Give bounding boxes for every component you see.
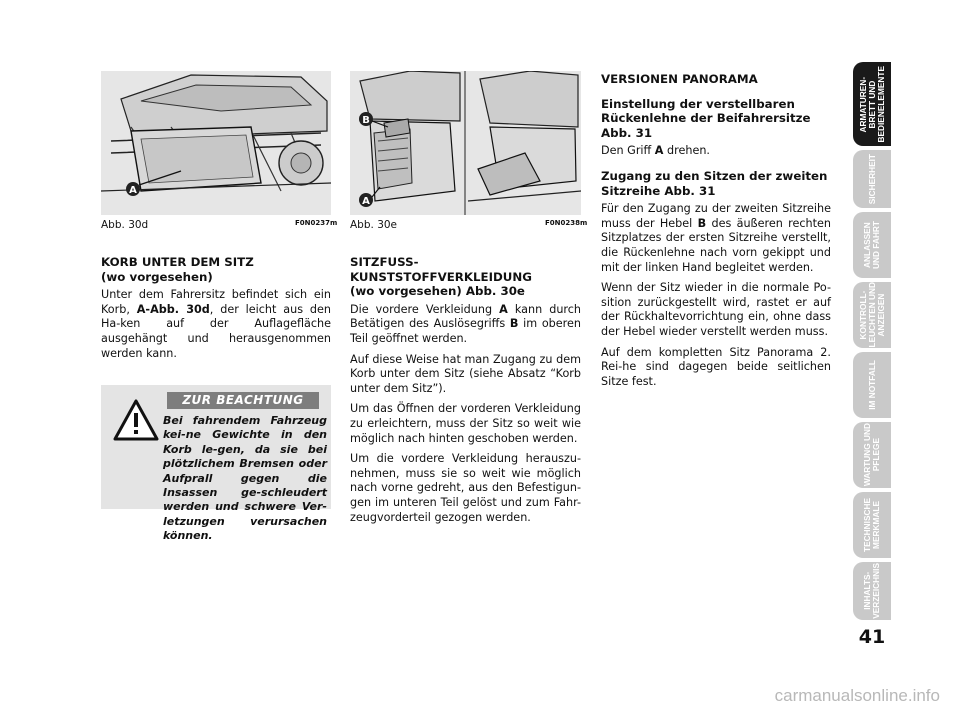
paragraph-verkleidung-1: Die vordere Verkleidung A kann durch Betätigen des Auslösegriffs B im oberen Teil geöffnet werden. xyxy=(350,302,582,345)
tab-im-notfall[interactable]: IM NOTFALL xyxy=(853,352,891,418)
figure-30e xyxy=(350,71,581,215)
figure-30d-label-a: A xyxy=(129,185,137,196)
figure-30e-caption: Abb. 30e xyxy=(350,219,398,231)
page-number: 41 xyxy=(858,626,886,648)
warning-label: ZUR BEACHTUNG xyxy=(167,392,319,409)
figure-30e-illustration xyxy=(350,71,581,215)
figure-30e-label-a: A xyxy=(362,196,370,207)
paragraph-zugang: Für den Zugang zu der zweiten Sitzreihe muss der Hebel B des äußeren rechten Sitzplatzes der ersten Sitzreihe verstellt, die Rückenlehne nach vorn gekippt und mit der linken Hand begleitet werden. xyxy=(601,202,831,274)
column-panorama xyxy=(601,72,831,395)
tab-armaturenbrett[interactable]: ARMATUREN- BRETT UND BEDIENELEMENTE xyxy=(853,62,891,146)
tab-sicherheit[interactable]: SICHERHEIT xyxy=(853,150,891,208)
warning-box xyxy=(101,385,331,543)
tab-anlassen[interactable]: ANLASSEN UND FAHRT xyxy=(853,212,891,278)
figure-30d-illustration xyxy=(101,71,331,215)
heading-zugang: Zugang zu den Sitzen der zweiten Sitzreihe Abb. 31 xyxy=(601,168,828,198)
warning-text: Bei fahrendem Fahrzeug kei-ne Gewichte in den Korb le-gen, da sie bei plötzlichem Bremsen oder Aufprall gegen die Insassen ge-schleudert werden und schwere Ver-letzungen verursachen können. xyxy=(163,414,327,543)
paragraph-verkleidung-3: Um das Öffnen der vorderen Verkleidung zu erleichtern, muss der Sitz so weit wie möglich nach hinten geschoben werden. xyxy=(350,402,581,445)
figure-30d xyxy=(101,71,331,215)
tab-technische-merkmale[interactable]: TECHNISCHE MERKMALE xyxy=(853,492,891,558)
heading-panorama: VERSIONEN PANORAMA xyxy=(601,72,758,86)
paragraph-panorama-2: Auf dem kompletten Sitz Panorama 2. Rei-he sind dagegen beide seitlichen Sitze fest. xyxy=(601,345,831,388)
tab-inhaltsverzeichnis[interactable]: INHALTS- VERZEICHNIS xyxy=(853,562,891,620)
column-korb xyxy=(101,255,331,367)
paragraph-verkleidung-2: Auf diese Weise hat man Zugang zu dem Korb unter dem Sitz (siehe Absatz “Korb unter dem Sitz”). xyxy=(350,352,581,395)
figure-30d-caption: Abb. 30d xyxy=(101,219,149,231)
tab-kontrollleuchten[interactable]: KONTROLL- LEUCHTEN UND ANZEIGEN xyxy=(853,282,891,348)
paragraph-rueckstellung: Wenn der Sitz wieder in die normale Po-sition zurückgestellt wird, rastet er auf der Rückhaltevorrichtung ein, ohne dass der Hebel wieder verstellt werden muss. xyxy=(601,281,831,338)
heading-korb-sub: (wo vorgesehen) xyxy=(101,269,213,284)
paragraph-griff: Den Griff A drehen. xyxy=(601,144,710,158)
paragraph-korb: Unter dem Fahrersitz befindet sich ein Korb, A-Abb. 30d, der leicht aus den Ha-ken auf der Auflagefläche ausgehängt und herausgenommen werden kann. xyxy=(101,288,331,360)
paragraph-verkleidung-4: Um die vordere Verkleidung herauszu-nehmen, muss sie so weit wie möglich nach vorne gedreht, aus den Befestigun-gen im unteren Teil gelöst und zum Fahr-zeugvorderteil gezogen werden. xyxy=(350,452,581,524)
column-verkleidung xyxy=(350,255,581,531)
heading-verkleidung-1: SITZFUSS- xyxy=(350,255,419,269)
tab-wartung[interactable]: WARTUNG UND PFLEGE xyxy=(853,422,891,488)
figure-30d-code: F0N0237m xyxy=(295,219,338,227)
footer-watermark: carmanualsonline.info xyxy=(774,686,940,705)
figure-30e-label-b: B xyxy=(362,115,370,126)
figure-30e-code: F0N0238m xyxy=(545,219,588,227)
heading-verkleidung-3: (wo vorgesehen) Abb. 30e xyxy=(350,284,525,299)
heading-korb: KORB UNTER DEM SITZ xyxy=(101,255,254,269)
heading-rueckenlehne: Einstellung der verstellbaren Rückenlehne der Beifahrersitze Abb. 31 xyxy=(601,96,811,140)
heading-verkleidung-2: KUNSTSTOFFVERKLEIDUNG xyxy=(350,269,532,284)
